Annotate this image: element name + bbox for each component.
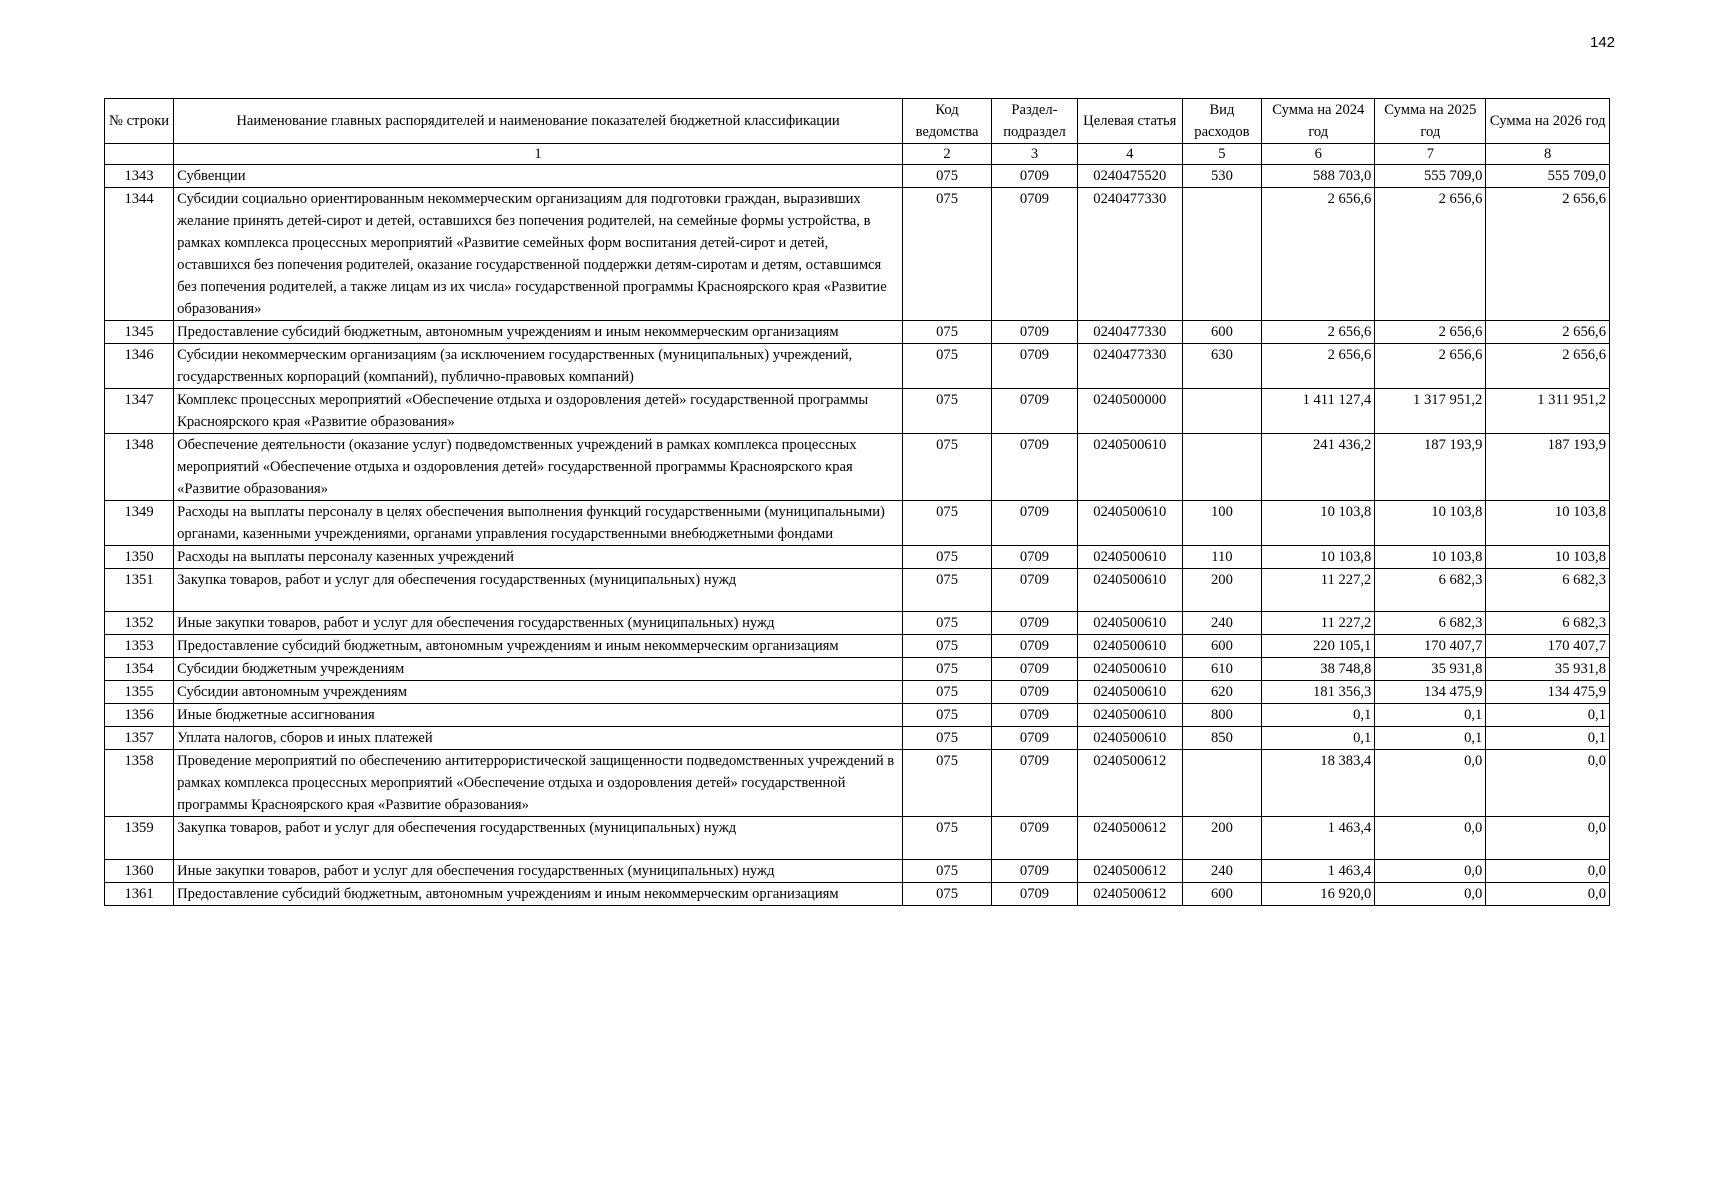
row-number: 1350 xyxy=(105,546,174,569)
header-sum-2024: Сумма на 2024 год xyxy=(1262,99,1375,144)
row-celevaya: 0240500612 xyxy=(1077,817,1182,860)
row-sum-2024: 2 656,6 xyxy=(1262,188,1375,321)
row-name: Субсидии бюджетным учреждениям xyxy=(174,658,903,681)
row-sum-2024: 10 103,8 xyxy=(1262,546,1375,569)
row-sum-2026: 0,0 xyxy=(1486,860,1610,883)
row-code: 075 xyxy=(903,321,992,344)
row-vid: 600 xyxy=(1182,883,1262,906)
row-razdel: 0709 xyxy=(992,165,1078,188)
row-sum-2025: 10 103,8 xyxy=(1375,501,1486,546)
table-row xyxy=(105,389,1610,434)
table-row xyxy=(105,569,1610,612)
row-sum-2025: 0,0 xyxy=(1375,817,1486,860)
header-razdel: Раздел-подраздел xyxy=(992,99,1078,144)
row-number: 1352 xyxy=(105,612,174,635)
row-razdel: 0709 xyxy=(992,817,1078,860)
row-sum-2025: 134 475,9 xyxy=(1375,681,1486,704)
row-code: 075 xyxy=(903,727,992,750)
table-row xyxy=(105,860,1610,883)
row-vid: 600 xyxy=(1182,635,1262,658)
row-vid: 530 xyxy=(1182,165,1262,188)
table-row xyxy=(105,434,1610,501)
row-name: Закупка товаров, работ и услуг для обеспечения государственных (муниципальных) нужд xyxy=(174,569,903,612)
row-celevaya: 0240477330 xyxy=(1077,344,1182,389)
table-row xyxy=(105,501,1610,546)
row-name: Иные закупки товаров, работ и услуг для обеспечения государственных (муниципальных) нужд xyxy=(174,860,903,883)
row-sum-2026: 0,1 xyxy=(1486,704,1610,727)
row-vid xyxy=(1182,389,1262,434)
row-code: 075 xyxy=(903,860,992,883)
row-sum-2024: 18 383,4 xyxy=(1262,750,1375,817)
row-sum-2024: 2 656,6 xyxy=(1262,321,1375,344)
row-sum-2025: 6 682,3 xyxy=(1375,612,1486,635)
row-sum-2025: 10 103,8 xyxy=(1375,546,1486,569)
row-sum-2024: 16 920,0 xyxy=(1262,883,1375,906)
row-name: Закупка товаров, работ и услуг для обеспечения государственных (муниципальных) нужд xyxy=(174,817,903,860)
column-number: 5 xyxy=(1182,144,1262,165)
column-number: 6 xyxy=(1262,144,1375,165)
row-sum-2024: 2 656,6 xyxy=(1262,344,1375,389)
row-razdel: 0709 xyxy=(992,321,1078,344)
row-name: Предоставление субсидий бюджетным, автономным учреждениям и иным некоммерческим организациям xyxy=(174,321,903,344)
row-celevaya: 0240500610 xyxy=(1077,727,1182,750)
row-celevaya: 0240500000 xyxy=(1077,389,1182,434)
row-code: 075 xyxy=(903,546,992,569)
row-vid: 110 xyxy=(1182,546,1262,569)
row-vid: 850 xyxy=(1182,727,1262,750)
row-sum-2025: 555 709,0 xyxy=(1375,165,1486,188)
row-number: 1349 xyxy=(105,501,174,546)
row-razdel: 0709 xyxy=(992,612,1078,635)
header-sum-2025: Сумма на 2025 год xyxy=(1375,99,1486,144)
row-number: 1347 xyxy=(105,389,174,434)
row-razdel: 0709 xyxy=(992,434,1078,501)
row-sum-2026: 6 682,3 xyxy=(1486,569,1610,612)
row-vid xyxy=(1182,434,1262,501)
row-vid: 630 xyxy=(1182,344,1262,389)
table-row xyxy=(105,635,1610,658)
table-row xyxy=(105,344,1610,389)
row-code: 075 xyxy=(903,817,992,860)
row-number: 1357 xyxy=(105,727,174,750)
row-number: 1346 xyxy=(105,344,174,389)
row-sum-2025: 0,0 xyxy=(1375,750,1486,817)
column-number: 4 xyxy=(1077,144,1182,165)
row-sum-2026: 0,0 xyxy=(1486,817,1610,860)
row-vid: 620 xyxy=(1182,681,1262,704)
row-sum-2026: 134 475,9 xyxy=(1486,681,1610,704)
row-code: 075 xyxy=(903,569,992,612)
row-sum-2026: 0,0 xyxy=(1486,750,1610,817)
row-number: 1343 xyxy=(105,165,174,188)
row-razdel: 0709 xyxy=(992,704,1078,727)
row-sum-2024: 11 227,2 xyxy=(1262,612,1375,635)
row-name: Проведение мероприятий по обеспечению антитеррористической защищенности подведомственных учреждений в рамках комплекса процессных мероприятий «Обеспечение отдыха и оздоровления детей» государственной программы Красноярского края «Развитие образования» xyxy=(174,750,903,817)
header-celevaya: Целевая статья xyxy=(1077,99,1182,144)
budget-table xyxy=(104,98,1610,906)
row-name: Обеспечение деятельности (оказание услуг) подведомственных учреждений в рамках комплекса процессных мероприятий «Обеспечение отдыха и оздоровления детей» государственной программы Красноярского края «Развитие образования» xyxy=(174,434,903,501)
table-row xyxy=(105,750,1610,817)
row-celevaya: 0240500610 xyxy=(1077,546,1182,569)
row-celevaya: 0240477330 xyxy=(1077,321,1182,344)
row-code: 075 xyxy=(903,501,992,546)
header-code: Код ведомства xyxy=(903,99,992,144)
table-row xyxy=(105,727,1610,750)
row-name: Предоставление субсидий бюджетным, автономным учреждениям и иным некоммерческим организациям xyxy=(174,883,903,906)
row-name: Уплата налогов, сборов и иных платежей xyxy=(174,727,903,750)
row-sum-2025: 0,0 xyxy=(1375,883,1486,906)
row-sum-2025: 2 656,6 xyxy=(1375,344,1486,389)
column-number: 8 xyxy=(1486,144,1610,165)
row-number: 1361 xyxy=(105,883,174,906)
row-razdel: 0709 xyxy=(992,635,1078,658)
row-razdel: 0709 xyxy=(992,389,1078,434)
row-sum-2025: 0,1 xyxy=(1375,727,1486,750)
row-celevaya: 0240500612 xyxy=(1077,750,1182,817)
table-row xyxy=(105,658,1610,681)
row-sum-2024: 220 105,1 xyxy=(1262,635,1375,658)
row-code: 075 xyxy=(903,165,992,188)
row-sum-2024: 10 103,8 xyxy=(1262,501,1375,546)
row-vid: 200 xyxy=(1182,569,1262,612)
row-razdel: 0709 xyxy=(992,344,1078,389)
row-razdel: 0709 xyxy=(992,658,1078,681)
table-row xyxy=(105,188,1610,321)
row-code: 075 xyxy=(903,704,992,727)
row-code: 075 xyxy=(903,750,992,817)
column-number: 1 xyxy=(174,144,903,165)
row-sum-2026: 10 103,8 xyxy=(1486,501,1610,546)
column-number: 3 xyxy=(992,144,1078,165)
row-vid: 800 xyxy=(1182,704,1262,727)
row-sum-2025: 0,0 xyxy=(1375,860,1486,883)
row-number: 1356 xyxy=(105,704,174,727)
row-razdel: 0709 xyxy=(992,546,1078,569)
table-row xyxy=(105,546,1610,569)
row-sum-2025: 2 656,6 xyxy=(1375,321,1486,344)
row-sum-2026: 10 103,8 xyxy=(1486,546,1610,569)
row-sum-2026: 2 656,6 xyxy=(1486,344,1610,389)
row-sum-2026: 0,0 xyxy=(1486,883,1610,906)
row-name: Субсидии некоммерческим организациям (за исключением государственных (муниципальных) учреждений, государственных корпораций (компаний), публично-правовых компаний) xyxy=(174,344,903,389)
row-sum-2025: 6 682,3 xyxy=(1375,569,1486,612)
row-sum-2026: 170 407,7 xyxy=(1486,635,1610,658)
header-row xyxy=(105,99,1610,144)
row-sum-2026: 1 311 951,2 xyxy=(1486,389,1610,434)
row-celevaya: 0240477330 xyxy=(1077,188,1182,321)
row-celevaya: 0240500610 xyxy=(1077,658,1182,681)
row-razdel: 0709 xyxy=(992,501,1078,546)
row-razdel: 0709 xyxy=(992,883,1078,906)
row-number: 1354 xyxy=(105,658,174,681)
row-name: Предоставление субсидий бюджетным, автономным учреждениям и иным некоммерческим организациям xyxy=(174,635,903,658)
row-celevaya: 0240500610 xyxy=(1077,704,1182,727)
row-number: 1348 xyxy=(105,434,174,501)
row-code: 075 xyxy=(903,612,992,635)
row-sum-2026: 0,1 xyxy=(1486,727,1610,750)
row-sum-2025: 187 193,9 xyxy=(1375,434,1486,501)
row-sum-2024: 1 411 127,4 xyxy=(1262,389,1375,434)
column-number xyxy=(105,144,174,165)
row-celevaya: 0240500612 xyxy=(1077,883,1182,906)
row-sum-2024: 241 436,2 xyxy=(1262,434,1375,501)
column-number: 7 xyxy=(1375,144,1486,165)
row-number: 1353 xyxy=(105,635,174,658)
row-sum-2024: 181 356,3 xyxy=(1262,681,1375,704)
row-sum-2026: 2 656,6 xyxy=(1486,321,1610,344)
header-row-no: № строки xyxy=(105,99,174,144)
row-name: Субсидии социально ориентированным некоммерческим организациям для подготовки граждан, выразивших желание принять детей-сирот и детей, оставшихся без попечения родителей, на семейные формы устройства, в рамках комплекса процессных мероприятий «Развитие семейных форм воспитания детей-сирот и детей, оставшихся без попечения родителей, оказание государственной поддержки детям-сиротам и детям, оставшимся без попечения родителей, а также лицам из их числа» государственной программы Красноярского края «Развитие образования» xyxy=(174,188,903,321)
row-number: 1359 xyxy=(105,817,174,860)
row-code: 075 xyxy=(903,681,992,704)
column-number-row xyxy=(105,144,1610,165)
row-sum-2024: 1 463,4 xyxy=(1262,860,1375,883)
row-razdel: 0709 xyxy=(992,681,1078,704)
row-sum-2025: 2 656,6 xyxy=(1375,188,1486,321)
table-row xyxy=(105,681,1610,704)
row-sum-2024: 0,1 xyxy=(1262,727,1375,750)
header-name: Наименование главных распорядителей и наименование показателей бюджетной классификации xyxy=(174,99,903,144)
row-celevaya: 0240500610 xyxy=(1077,612,1182,635)
row-vid: 200 xyxy=(1182,817,1262,860)
row-sum-2026: 6 682,3 xyxy=(1486,612,1610,635)
row-razdel: 0709 xyxy=(992,569,1078,612)
row-sum-2024: 588 703,0 xyxy=(1262,165,1375,188)
row-sum-2024: 0,1 xyxy=(1262,704,1375,727)
header-vid: Вид расходов xyxy=(1182,99,1262,144)
table-row xyxy=(105,883,1610,906)
row-sum-2025: 35 931,8 xyxy=(1375,658,1486,681)
row-code: 075 xyxy=(903,635,992,658)
row-vid: 100 xyxy=(1182,501,1262,546)
row-name: Иные закупки товаров, работ и услуг для обеспечения государственных (муниципальных) нужд xyxy=(174,612,903,635)
row-sum-2026: 555 709,0 xyxy=(1486,165,1610,188)
row-code: 075 xyxy=(903,658,992,681)
row-celevaya: 0240475520 xyxy=(1077,165,1182,188)
row-name: Субвенции xyxy=(174,165,903,188)
row-code: 075 xyxy=(903,883,992,906)
row-vid: 610 xyxy=(1182,658,1262,681)
row-number: 1355 xyxy=(105,681,174,704)
row-sum-2024: 38 748,8 xyxy=(1262,658,1375,681)
row-code: 075 xyxy=(903,188,992,321)
row-sum-2026: 187 193,9 xyxy=(1486,434,1610,501)
row-sum-2025: 0,1 xyxy=(1375,704,1486,727)
row-number: 1360 xyxy=(105,860,174,883)
row-sum-2025: 1 317 951,2 xyxy=(1375,389,1486,434)
column-number: 2 xyxy=(903,144,992,165)
row-name: Расходы на выплаты персоналу в целях обеспечения выполнения функций государственными (муниципальными) органами, казенными учреждениями, органами управления государственными внебюджетными фондами xyxy=(174,501,903,546)
row-name: Расходы на выплаты персоналу казенных учреждений xyxy=(174,546,903,569)
row-sum-2026: 2 656,6 xyxy=(1486,188,1610,321)
row-vid xyxy=(1182,188,1262,321)
table-row xyxy=(105,817,1610,860)
table-row xyxy=(105,704,1610,727)
page-number: 142 xyxy=(1590,34,1616,51)
row-sum-2024: 11 227,2 xyxy=(1262,569,1375,612)
row-razdel: 0709 xyxy=(992,750,1078,817)
row-number: 1345 xyxy=(105,321,174,344)
row-sum-2026: 35 931,8 xyxy=(1486,658,1610,681)
table-row xyxy=(105,165,1610,188)
row-razdel: 0709 xyxy=(992,727,1078,750)
row-number: 1351 xyxy=(105,569,174,612)
row-vid: 240 xyxy=(1182,860,1262,883)
row-razdel: 0709 xyxy=(992,188,1078,321)
row-celevaya: 0240500610 xyxy=(1077,501,1182,546)
header-sum-2026: Сумма на 2026 год xyxy=(1486,99,1610,144)
row-vid: 600 xyxy=(1182,321,1262,344)
row-code: 075 xyxy=(903,389,992,434)
row-name: Субсидии автономным учреждениям xyxy=(174,681,903,704)
row-number: 1358 xyxy=(105,750,174,817)
row-razdel: 0709 xyxy=(992,860,1078,883)
row-celevaya: 0240500610 xyxy=(1077,569,1182,612)
row-sum-2024: 1 463,4 xyxy=(1262,817,1375,860)
row-sum-2025: 170 407,7 xyxy=(1375,635,1486,658)
row-name: Комплекс процессных мероприятий «Обеспечение отдыха и оздоровления детей» государственной программы Красноярского края «Развитие образования» xyxy=(174,389,903,434)
row-name: Иные бюджетные ассигнования xyxy=(174,704,903,727)
row-vid xyxy=(1182,750,1262,817)
row-celevaya: 0240500610 xyxy=(1077,635,1182,658)
row-celevaya: 0240500610 xyxy=(1077,434,1182,501)
row-code: 075 xyxy=(903,344,992,389)
row-celevaya: 0240500610 xyxy=(1077,681,1182,704)
row-vid: 240 xyxy=(1182,612,1262,635)
row-celevaya: 0240500612 xyxy=(1077,860,1182,883)
row-number: 1344 xyxy=(105,188,174,321)
table-row xyxy=(105,612,1610,635)
table-row xyxy=(105,321,1610,344)
row-code: 075 xyxy=(903,434,992,501)
